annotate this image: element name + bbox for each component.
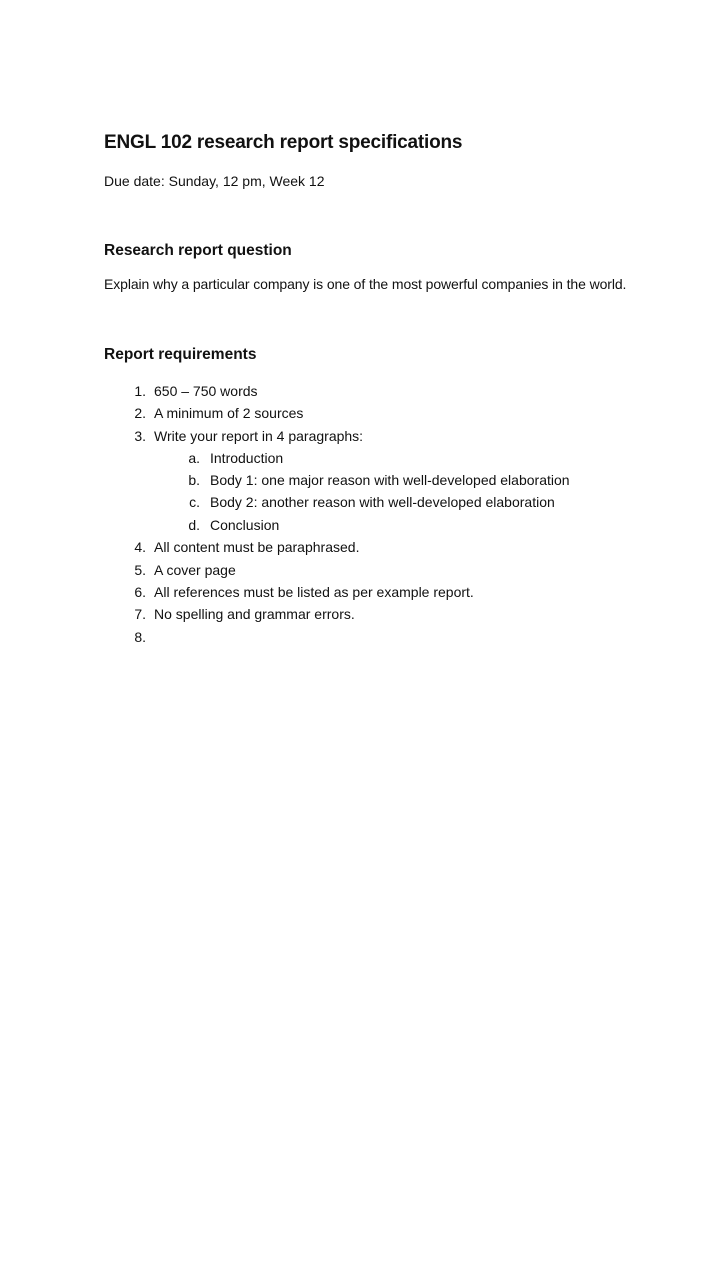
list-marker: 1. <box>134 383 146 399</box>
list-text: Body 2: another reason with well-developed elaboration <box>210 494 555 510</box>
list-text: Introduction <box>210 450 284 466</box>
list-marker: 6. <box>134 584 146 600</box>
list-text: All content must be paraphrased. <box>154 539 360 555</box>
question-text: Explain why a particular company is one of the most powerful companies in the world. <box>104 276 627 292</box>
list-marker: 3. <box>134 428 146 444</box>
requirements-heading: Report requirements <box>104 346 257 363</box>
list-marker: b. <box>188 472 200 488</box>
list-text: Conclusion <box>210 517 280 533</box>
list-text: All references must be listed as per example report. <box>154 584 474 600</box>
list-marker: 7. <box>134 606 146 622</box>
list-marker: d. <box>188 517 200 533</box>
list-text: 650 – 750 words <box>154 383 258 399</box>
list-marker: 5. <box>134 562 146 578</box>
question-heading: Research report question <box>104 242 292 259</box>
list-marker: a. <box>188 450 200 466</box>
list-text: A minimum of 2 sources <box>154 405 304 421</box>
list-text: A cover page <box>154 562 236 578</box>
document-title: ENGL 102 research report specifications <box>104 132 463 153</box>
list-text: Body 1: one major reason with well-developed elaboration <box>210 472 570 488</box>
list-marker: c. <box>189 494 200 510</box>
due-date: Due date: Sunday, 12 pm, Week 12 <box>104 173 325 189</box>
list-marker: 4. <box>134 539 146 555</box>
list-marker: 2. <box>134 405 146 421</box>
list-text: Write your report in 4 paragraphs: <box>154 428 364 444</box>
list-text: No spelling and grammar errors. <box>154 606 355 622</box>
list-marker: 8. <box>134 629 146 645</box>
